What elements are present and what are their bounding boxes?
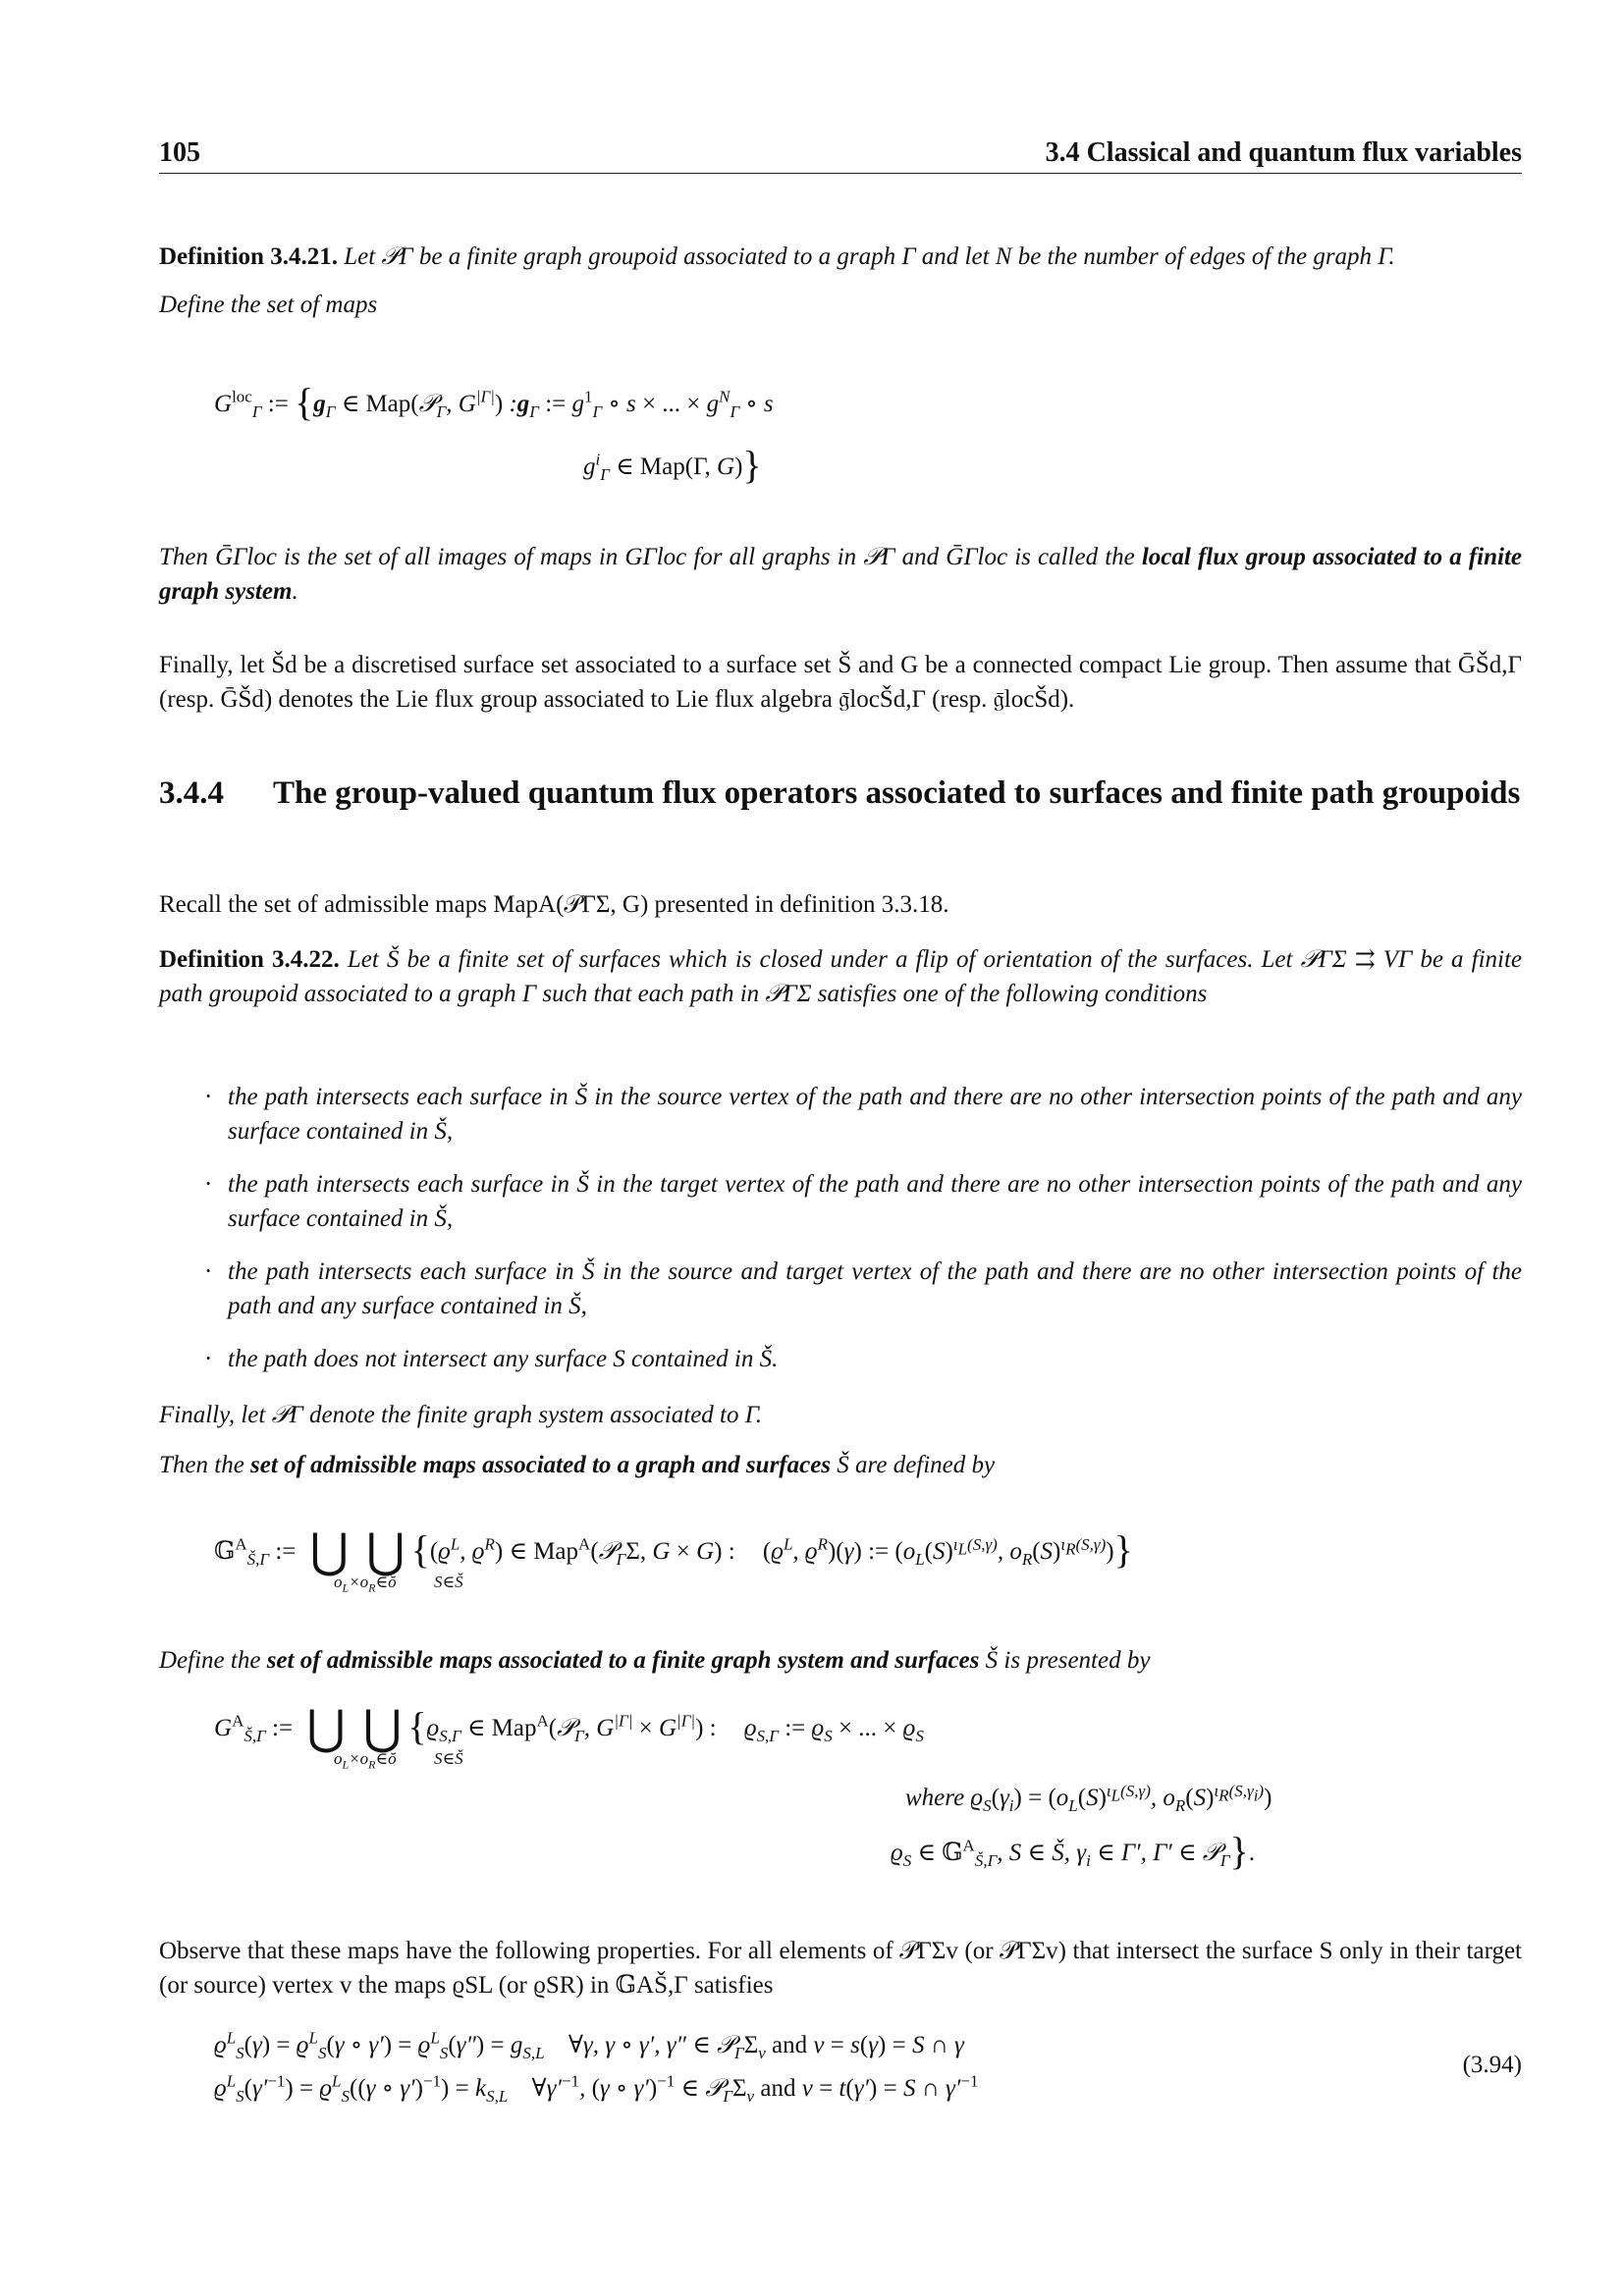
conditions-list (159, 1080, 1522, 1395)
equation-admissible-maps: 𝔾$^A_{Š,\Gamma}$ := ⋃ ⋃ {($ϱ^L$, $ϱ^R$) ∈ Map$^A$(𝒫$_\Gamma$Σ, G × G) : ($ϱ^L$, $ϱ^R)(\gamma)$ := ($o_L(S)^{\iota_L(S,\gamma)}$, $o_R(S)^{\iota_R(S,\gamma)}$)} (214, 1525, 1133, 1577)
section-heading-title: The group-valued quantum flux operators associated to surfaces and finite path groupoids (273, 775, 1521, 811)
definition-label: Definition 3.4.21. (159, 243, 338, 270)
condition-item: · the path intersects each surface in Š in the target vertex of the path and there are no other intersection points of the path and any surface contained in Š, (159, 1167, 1522, 1236)
union-subscript-1: $o_L\times o_R\in ŏ$ (334, 1573, 397, 1595)
define-admissible-paragraph: Define the set of admissible maps associated to a finite graph system and surfaces Š is presented by (159, 1647, 1151, 1674)
page-number: 105 (159, 137, 200, 168)
section-number: 3.4.4 (159, 775, 224, 811)
observe-text: Observe that these maps have the following properties. For all elements of 𝒫ΓΣv (or 𝒫ΓΣv) that intersect the surface S only in their target (or source) vertex v the maps ϱSL (or ϱSR) in 𝔾AŠ,Γ satisfies (159, 1938, 1522, 1999)
finally-text: Finally, let Šd be a discretised surface set associated to a surface set Š and G be a connected compact Lie group. Then assume that ḠŠd,Γ (resp. ḠŠd) denotes the Lie flux group associated to Lie flux algebra 𝔤̄locŠd,Γ (resp. 𝔤̄locŠd). (159, 652, 1522, 713)
recall-text: Recall the set of admissible maps MapA(𝒫ΓΣ, G) presented in definition 3.3.18. (159, 891, 949, 918)
recall-paragraph (159, 887, 1522, 922)
definition-3-4-22 (159, 942, 1522, 1011)
finally-text-2: Finally, let 𝒫Γ denote the finite graph system associated to Γ. (159, 1402, 763, 1428)
page (159, 137, 1523, 2106)
admissible-maps-term: set of admissible maps associated to a graph and surfaces (250, 1452, 832, 1478)
equation-ga-line3: $ϱ_S$ ∈ 𝔾$^A_{Š,\Gamma}$, S ∈ Š, $\gamma_i$ ∈ Γ′, Γ′ ∈ 𝒫$_\Gamma$}. (891, 1829, 1255, 1873)
finally-paragraph-2: Finally, let 𝒫Γ denote the finite graph system associated to Γ. Then the set of admissible maps associated to a graph and surfaces Š are defined by (159, 1398, 1522, 1482)
equation-ga-line1: $G^A_{Š,\Gamma}$ := ⋃ ⋃ {$ϱ_{S,\Gamma}$ ∈ Map$^A$(𝒫$_\Gamma$, $G^{|\Gamma|} \times G^{|\Gamma|}$) : $ϱ_{S,\Gamma}$ := $ϱ_S$ × ... × $ϱ_S$ (214, 1702, 924, 1754)
equation-ga-line2: where $ϱ_S(\gamma_i) = (o_L(S)^{\iota_L(S,\gamma)}$, $o_R(S)^{\iota_R(S,\gamma_i)}$) (905, 1781, 1272, 1815)
running-header (159, 137, 1522, 174)
definition-label-22: Definition 3.4.22. (159, 946, 340, 973)
union-subscript-2: S∈Š (434, 1573, 463, 1591)
admissible-graph-system-term: set of admissible maps associated to a finite graph system and surfaces (266, 1647, 980, 1674)
definition-3-4-21 (159, 240, 1522, 322)
definition-text: Let 𝒫Γ be a finite graph groupoid associated to a graph Γ and let N be the number of edges of the graph Γ. (344, 243, 1395, 270)
section-title-header: 3.4 Classical and quantum flux variables (1045, 137, 1522, 168)
condition-item: · the path intersects each surface in Š in the source vertex of the path and there are no other intersection points of the path and any surface contained in Š, (159, 1080, 1522, 1148)
finally-paragraph-1 (159, 648, 1522, 717)
observe-paragraph (159, 1934, 1522, 2002)
definition-text-22: Let Š be a finite set of surfaces which is closed under a flip of orientation of the surfaces. Let 𝒫ΓΣ ⇉ VΓ be a finite path groupoid associated to a graph Γ such that each path in 𝒫ΓΣ satisfies one of the following conditions (159, 946, 1523, 1007)
section-heading (159, 774, 1522, 813)
define-maps-text: Define the set of maps (159, 292, 378, 318)
equation-gloc-line1: $G^{loc}_\Gamma$ := {$g_\Gamma$ ∈ Map(𝒫$_\Gamma$, $G^{|\Gamma|}$) $:g_\Gamma$ := $g^1_\Gamma$ ∘ s × ... × $g^N_\Gamma$ ∘ s (214, 380, 774, 424)
condition-item: · the path intersects each surface in Š in the source and target vertex of the path and there are no other intersection points of the path and any surface contained in Š, (159, 1255, 1522, 1323)
union-subscript-4: S∈Š (434, 1749, 463, 1768)
then-text: Then ḠΓloc is the set of all images of maps in GΓloc for all graphs in 𝒫Γ and ḠΓloc is called the (159, 544, 1142, 570)
equation-3-94-line1: $ϱ^L_S(\gamma) = ϱ^L_S(\gamma$ ∘ $\gamma') = ϱ^L_S(\gamma'') = g_{S,L}$ ∀γ, γ ∘ γ′, γ″ ∈ $𝒫_\Gamma\Sigma_v$ and v = s(γ) = S ∩ γ (214, 2028, 964, 2062)
equation-gloc-line2: $g^i_\Gamma$ ∈ Map(Γ, G)} (583, 443, 762, 487)
local-flux-group-paragraph: Then ḠΓloc is the set of all images of maps in GΓloc for all graphs in 𝒫Γ and ḠΓloc is called the local flux group associated to a finite graph system. (159, 544, 1523, 605)
condition-item: · the path does not intersect any surface S contained in Š. (159, 1342, 1522, 1376)
local-flux-group-term: local flux group associated to a finite graph system (159, 544, 1523, 605)
equation-number: (3.94) (1462, 2052, 1522, 2078)
equation-3-94-line2: $ϱ^L_S(\gamma'^{-1}) = ϱ^L_S((\gamma$ ∘ $\gamma')^{-1}) = k_{S,L}$ $\forall\gamma'^{-1}$, (γ ∘ γ′)$^{-1}$ ∈ $𝒫_\Gamma\Sigma_v$ and v = t(γ′) = S ∩ $\gamma'^{-1}$ (214, 2071, 979, 2106)
union-subscript-3: $o_L\times o_R\in ŏ$ (334, 1749, 397, 1772)
